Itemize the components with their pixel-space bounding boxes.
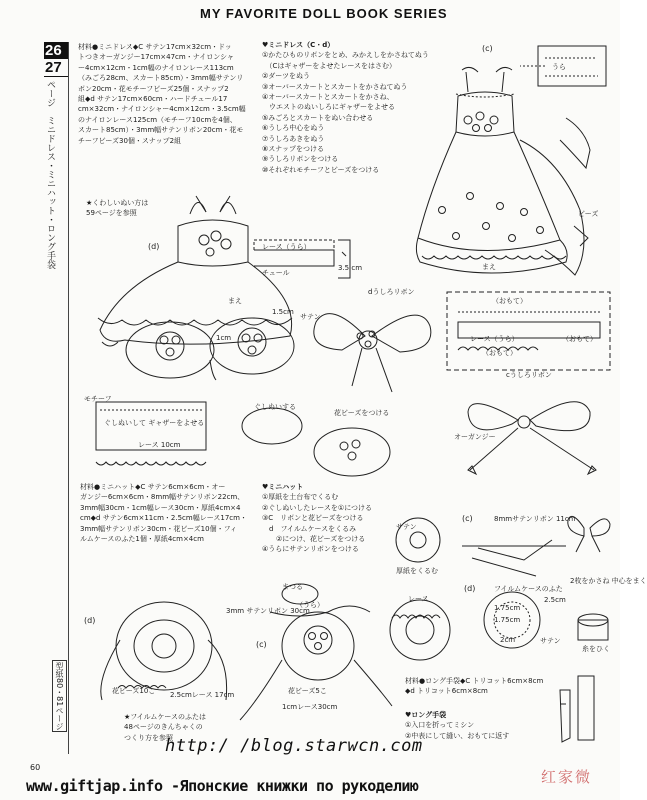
label-round: まつる bbox=[282, 583, 303, 591]
label-hana10: 花ビーズ10こ bbox=[112, 687, 156, 695]
text-line: ルムケースのふた1個・厚紙4cm×4cm bbox=[80, 535, 204, 544]
label-omote3: （おもて） bbox=[482, 349, 517, 357]
text-line: トつきオーガンジー17cm×47cm・ナイロンシャ bbox=[78, 53, 234, 62]
label-d-dress: (d) bbox=[148, 242, 160, 251]
text-line: 組◆d サテン17cm×60cm・ハードチュール17 bbox=[78, 95, 228, 104]
label-d-hat-step: (d) bbox=[464, 584, 476, 593]
label-satin2: サテン bbox=[396, 523, 417, 531]
label-satin-hat: サテン bbox=[540, 637, 561, 645]
text-line: ★くわしいぬい方は bbox=[86, 199, 149, 207]
label-1cm: 1cm bbox=[216, 334, 232, 342]
label-omote2: （おもて） bbox=[562, 335, 597, 343]
label-hana-bead: 花ビーズをつける bbox=[334, 409, 390, 417]
text-line: （みごろ28cm、スカート85cm）・3mm幅サテンリ bbox=[78, 74, 244, 83]
label-c-hat2: (c) bbox=[256, 640, 267, 649]
label-ito: 糸をひく bbox=[582, 645, 610, 653]
label-1.5cm: 1.5cm bbox=[272, 308, 294, 316]
label-ribbon8mm: 8mmサテンリボン 11cm bbox=[494, 515, 576, 523]
steps-heading: ♥ミニドレス（C・d） bbox=[262, 41, 335, 49]
side-caption: ページ ミニドレス・ミニハット・ロング手袋 bbox=[45, 80, 55, 269]
label-ura2: （うら） bbox=[296, 601, 324, 609]
pattern-reference: 型紙80・81ページ bbox=[52, 660, 67, 732]
label-mae-d: まえ bbox=[228, 297, 242, 305]
label-c-hat: (c) bbox=[462, 514, 473, 523]
text-line: 48ページのきんちゃくの bbox=[124, 723, 203, 732]
label-lace10: レース 10cm bbox=[138, 441, 181, 449]
glove-illustrations bbox=[560, 676, 594, 742]
label-c-dress: (c) bbox=[482, 44, 493, 53]
label-organdy: オーガンジー bbox=[454, 433, 496, 441]
steps-heading: ♥ロング手袋 bbox=[405, 711, 447, 719]
step: ③オーバースカートとスカートをかさねてぬう bbox=[262, 82, 408, 91]
gathered-rosettes bbox=[242, 408, 390, 476]
label-d-hat: (d) bbox=[84, 616, 96, 625]
step: ①入口を折ってミシン bbox=[405, 721, 475, 730]
text-line: つくり方を参照 bbox=[124, 733, 173, 742]
label-lace-ura: レース（うら） bbox=[262, 243, 311, 251]
rosette-illustrations bbox=[126, 318, 294, 380]
label-d25: 2.5cm bbox=[544, 596, 566, 604]
label-hana5: 花ビーズ5こ bbox=[288, 687, 327, 695]
label-c-back-ribbon: cうしろリボン bbox=[506, 371, 552, 379]
text-line: チーフビーズ30個・スナップ2組 bbox=[78, 136, 182, 145]
blog-watermark: http:/ /blog.starwcn.com bbox=[165, 736, 423, 756]
text-line: cm◆d サテン6cm×11cm・2.5cm幅レース17cm・ bbox=[80, 514, 247, 523]
label-d-back-ribbon: dうしろリボン bbox=[368, 288, 415, 296]
d-back-ribbon-illustration bbox=[314, 314, 431, 392]
label-gushi: ぐしぬいする bbox=[254, 403, 296, 411]
step: ①かたひものリボンをとめ、みかえしをかさねてぬう bbox=[262, 51, 429, 60]
label-lace25: 2.5cmレース 17cm bbox=[170, 691, 235, 699]
text-line: ★フイルムケースのふたは bbox=[124, 713, 207, 721]
step: ②につけ、花ビーズをつける bbox=[262, 535, 366, 544]
site-watermark: www.giftjap.info -Японские книжки по рукоделию bbox=[26, 777, 419, 795]
step: ⑥うしろ中心をぬう bbox=[262, 124, 325, 133]
page-number: 60 bbox=[30, 763, 41, 772]
label-motif: モチーフ bbox=[84, 395, 112, 403]
label-lace-c: レース bbox=[408, 595, 429, 603]
text-line: 3mm幅30cm・1cm幅レース30cm・厚紙4cm×4 bbox=[80, 503, 241, 512]
step: d フイルムケースをくるみ bbox=[262, 524, 357, 533]
steps-heading: ♥ミニハット bbox=[262, 483, 304, 491]
hat-step-circles bbox=[390, 518, 450, 660]
step: ②中表にして縫い、おもてに返す bbox=[405, 731, 510, 740]
label-d2: 2cm bbox=[500, 636, 516, 644]
text-line: cm×32cm・ナイロンシャー4cm×12cm・3.5cm幅 bbox=[78, 105, 246, 114]
text-line: のナイロンレース125cm（モチーフ10cmを4個、 bbox=[78, 115, 237, 124]
step: ④うらにサテンリボンをつける bbox=[262, 545, 359, 554]
page-number-bottom: 27 bbox=[44, 59, 68, 77]
text-line: 59ページを参照 bbox=[86, 209, 137, 218]
text-line: 材料●ロング手袋◆C トリコット6cm×8cm bbox=[405, 677, 544, 685]
step: ③C リボンと花ビーズをつける bbox=[262, 514, 364, 523]
label-ura: うら bbox=[552, 63, 566, 71]
text-line: ◆d トリコット6cm×8cm bbox=[405, 687, 488, 696]
text-line: 材料●ミニドレス◆C サテン17cm×32cm・ドッ bbox=[78, 43, 232, 51]
step: （Cはギャザーをよせたレースをはさむ） bbox=[262, 61, 397, 70]
page-number-top: 26 bbox=[44, 42, 68, 59]
label-gushi-gather: ぐしぬいして ギャザーをよせる bbox=[104, 419, 205, 427]
label-ribbon3mm: 3mm サテンリボン 30cm bbox=[226, 607, 310, 615]
label-atsugami: 厚紙をくるむ bbox=[396, 567, 438, 575]
label-fold2: 2枚をかさね 中心をまく bbox=[570, 577, 647, 585]
label-d75a: 1.75cm bbox=[494, 604, 521, 612]
label-d75b: 1.75cm bbox=[494, 616, 521, 624]
label-omote: （おもて） bbox=[492, 297, 527, 305]
label-tulle: チュール bbox=[262, 269, 290, 277]
label-lace-ura2: レース（うら） bbox=[470, 335, 519, 343]
satin-ribbon-steps bbox=[462, 516, 610, 576]
stamp-watermark: 红家微 bbox=[541, 768, 593, 786]
label-lace1: 1cmレース30cm bbox=[282, 703, 338, 711]
step: ②ぐしぬいしたレースを①につける bbox=[262, 503, 373, 512]
step: ④オーバースカートとスカートをかさね、 bbox=[262, 93, 394, 102]
label-satin: サテン bbox=[300, 313, 321, 321]
label-film-lid: フイルムケースのふた bbox=[494, 585, 563, 593]
step: ⑦うしろあきをぬう bbox=[262, 134, 325, 143]
text-line: スカート85cm）・3mm幅サテンリボン20cm・花モ bbox=[78, 126, 244, 135]
step: ウエストのぬいしろにギャザーをよせる bbox=[262, 103, 395, 112]
step: ⑩それぞれモチーフとビーズをつける bbox=[262, 165, 380, 174]
dress-c-illustration bbox=[416, 46, 606, 275]
text-line: 材料●ミニハット◆C サテン6cm×6cm・オー bbox=[80, 483, 226, 491]
label-mae: まえ bbox=[482, 263, 496, 271]
step: ②ダーツをぬう bbox=[262, 72, 310, 81]
step: ⑧スナップをつける bbox=[262, 145, 324, 154]
text-line: ボン20cm・花モチーフビーズ25個・スナップ2 bbox=[78, 84, 229, 93]
text-line: ガンジー6cm×6cm・8mm幅サテンリボン22cm、 bbox=[80, 493, 245, 502]
label-d35: 3.5 cm bbox=[338, 264, 363, 272]
motif-strip bbox=[96, 402, 206, 465]
step: ⑨うしろリボンをつける bbox=[262, 155, 339, 164]
site-banner bbox=[0, 774, 620, 800]
step: ①厚紙を土台布でくるむ bbox=[262, 493, 339, 502]
text-line: 3mm幅サテンリボン30cm・花ビーズ10個・フィ bbox=[80, 524, 238, 533]
series-title: MY FAVORITE DOLL BOOK SERIES bbox=[200, 6, 448, 21]
label-bead: ビーズ bbox=[578, 210, 599, 218]
step: ⑤みごろとスカートをぬい合わせる bbox=[262, 113, 374, 122]
c-lace-detail bbox=[447, 292, 610, 370]
text-line: ー4cm×12cm・1cm幅のナイロンレース113cm bbox=[78, 63, 234, 72]
